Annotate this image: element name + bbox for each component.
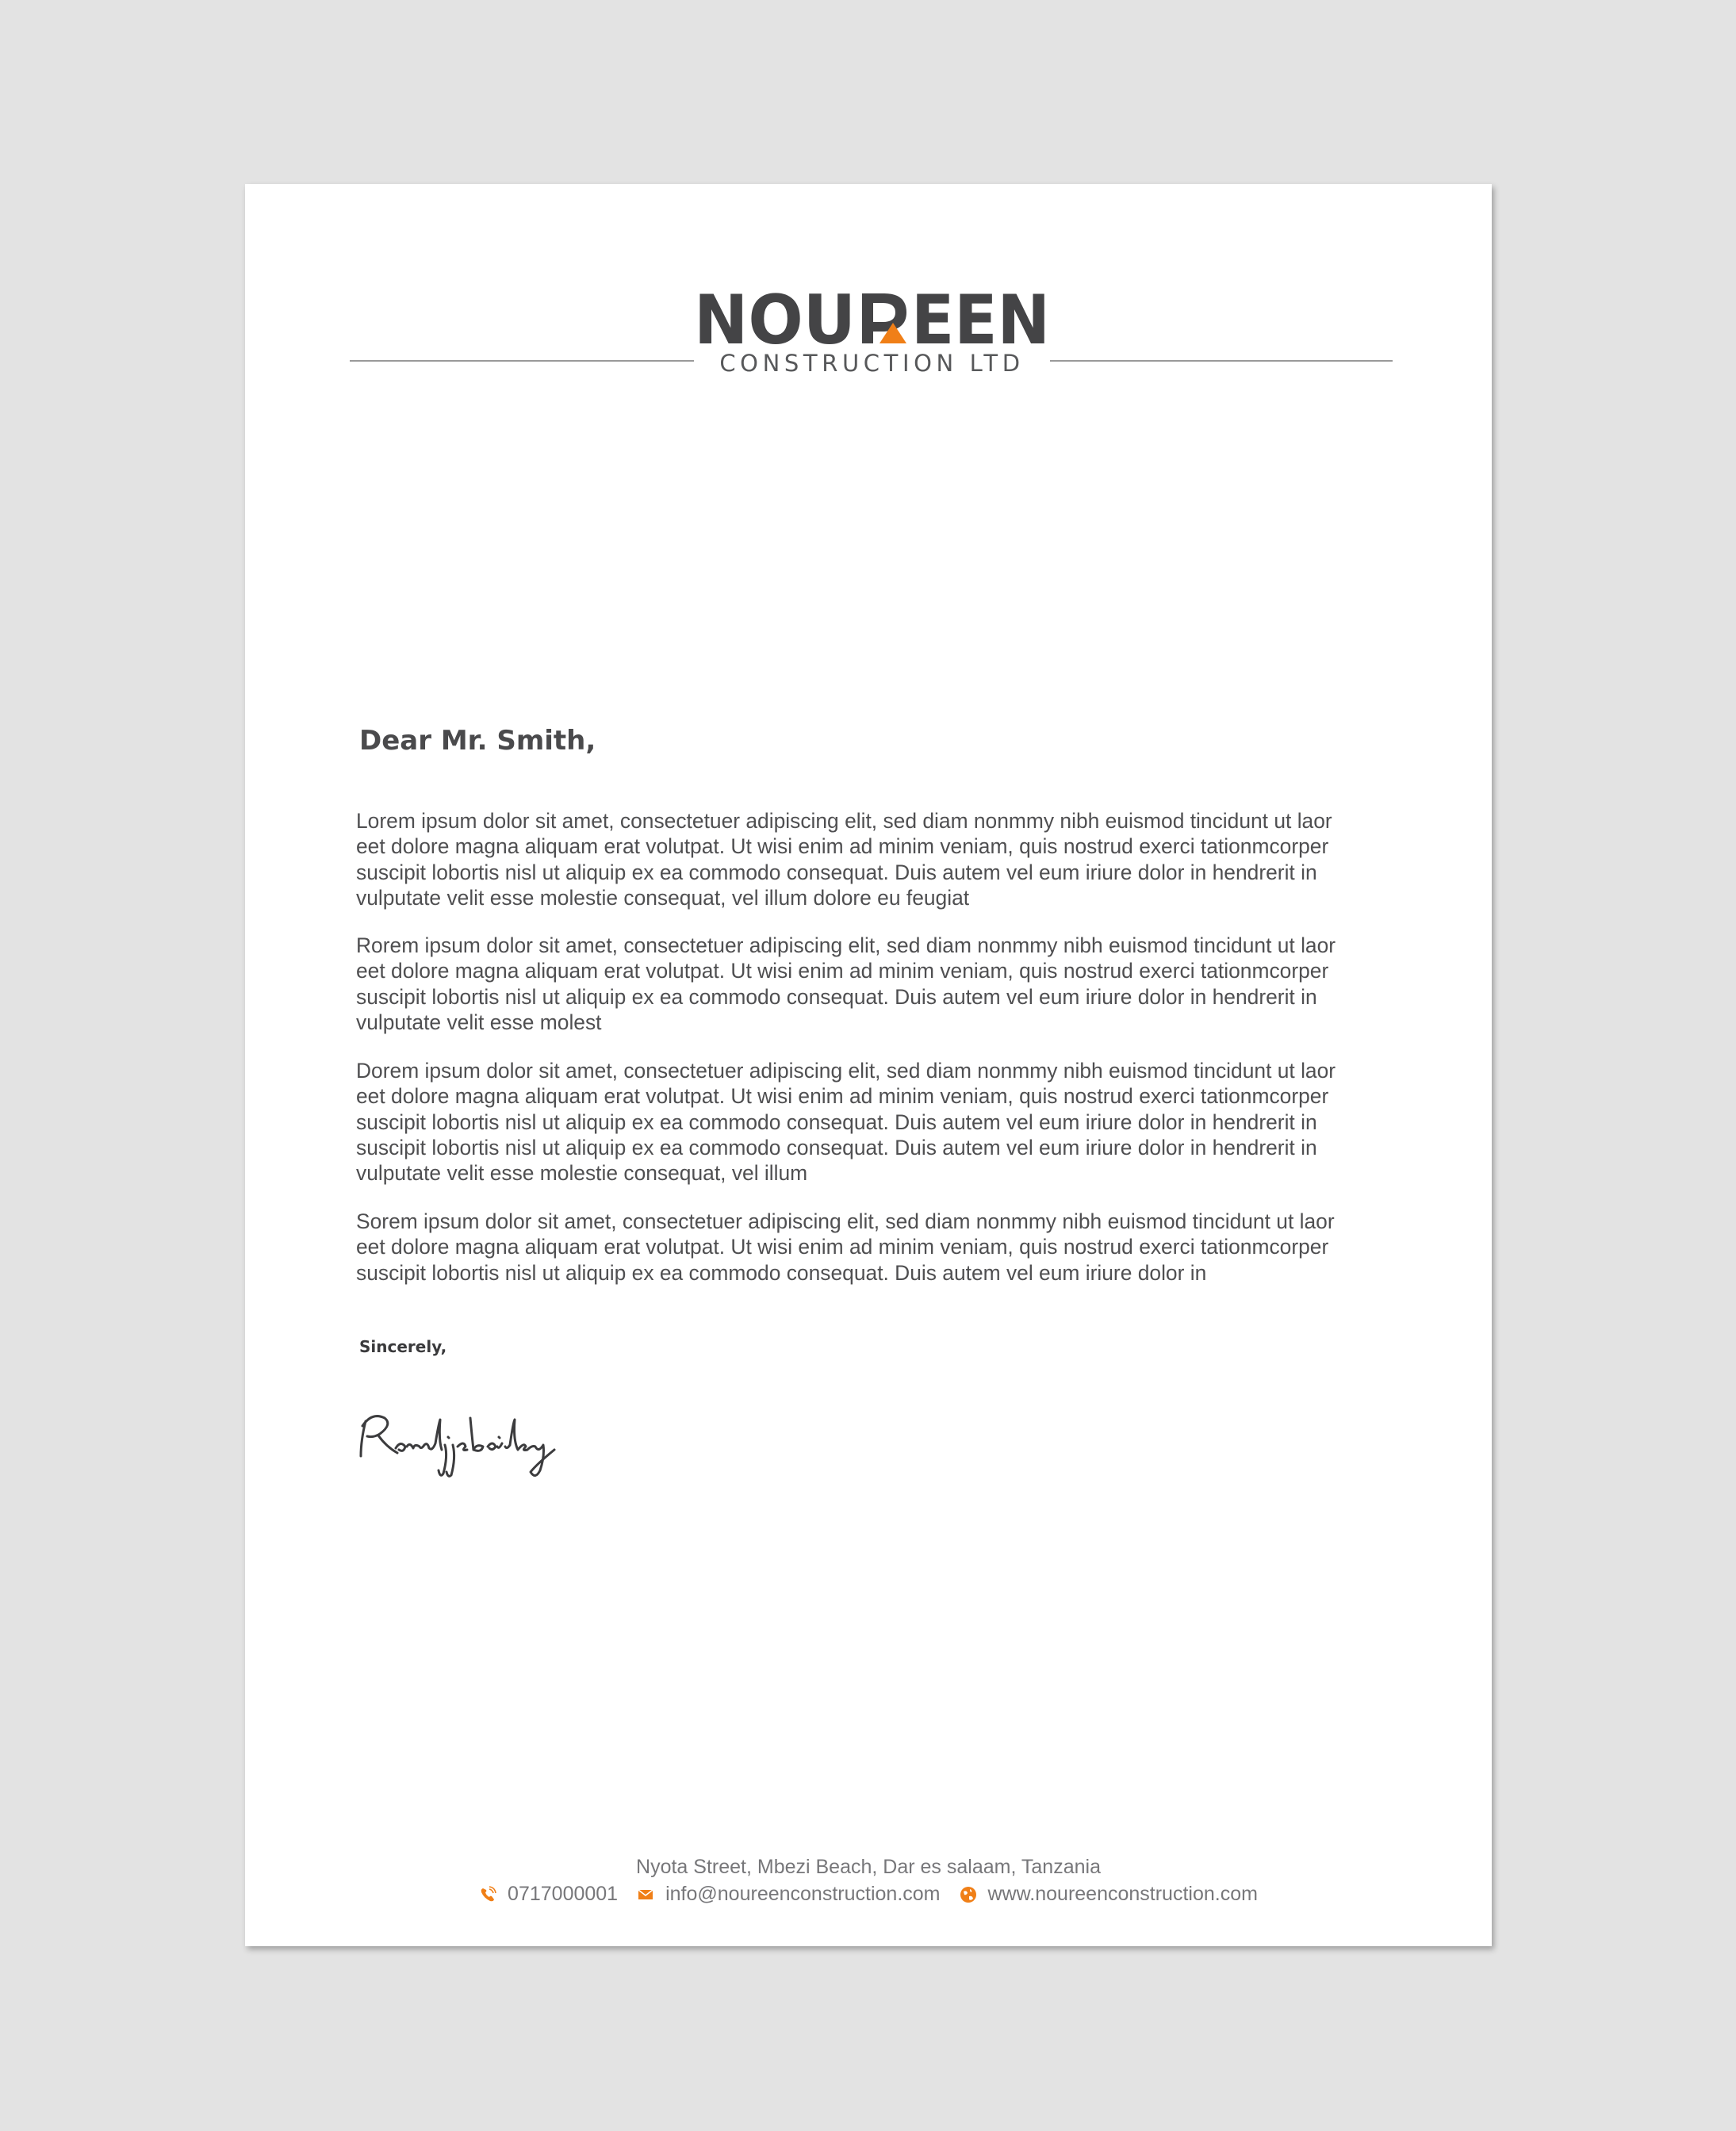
logo-subtitle: CONSTRUCTION LTD bbox=[719, 350, 1025, 377]
header-rule-right bbox=[1050, 360, 1393, 362]
body-paragraph bbox=[356, 1209, 1403, 1286]
letterhead-page bbox=[245, 184, 1492, 1946]
salutation: Dear Mr. Smith, bbox=[359, 725, 596, 757]
company-logo bbox=[694, 287, 1050, 376]
footer-email[interactable] bbox=[637, 1883, 940, 1906]
paragraph-line: vulputate velit esse molestie consequat, vel illum bbox=[356, 1161, 808, 1186]
footer-website[interactable] bbox=[960, 1883, 1258, 1906]
footer-email-text[interactable]: info@noureenconstruction.com bbox=[665, 1883, 941, 1905]
footer-website-text[interactable]: www.noureenconstruction.com bbox=[987, 1883, 1258, 1905]
closing: Sincerely, bbox=[359, 1337, 447, 1356]
email-icon bbox=[637, 1886, 654, 1903]
paragraph-line: Dorem ipsum dolor sit amet, consectetuer adipiscing elit, sed diam nonmmy nibh euismod tincidunt ut laor bbox=[356, 1059, 1336, 1083]
paragraph-line: suscipit lobortis nisl ut aliquip ex ea commodo consequat. Duis autem vel eum iriure dolor in hendrerit in bbox=[356, 860, 1317, 884]
logo-name-left: NOU bbox=[694, 287, 856, 351]
logo-name-right: EEN bbox=[911, 287, 1050, 351]
footer-phone-text: 0717000001 bbox=[508, 1883, 619, 1905]
paragraph-line: suscipit lobortis nisl ut aliquip ex ea commodo consequat. Duis autem vel eum iriure dolor in bbox=[356, 1260, 1207, 1285]
logo-wordmark bbox=[694, 287, 1050, 351]
paragraph-line: vulputate velit esse molestie consequat, vel illum dolore eu feugiat bbox=[356, 885, 970, 910]
handwritten-signature bbox=[356, 1401, 570, 1480]
paragraph-line: suscipit lobortis nisl ut aliquip ex ea commodo consequat. Duis autem vel eum iriure dolor in hendrerit in bbox=[356, 1110, 1317, 1134]
body-paragraph bbox=[356, 933, 1403, 1035]
paragraph-line: eet dolore magna aliquam erat volutpat. Ut wisi enim ad minim veniam, quis nostrud exerci tationmcorper bbox=[356, 1084, 1329, 1109]
footer-contacts bbox=[245, 1883, 1492, 1906]
paragraph-line: eet dolore magna aliquam erat volutpat. Ut wisi enim ad minim veniam, quis nostrud exerci tationmcorper bbox=[356, 1235, 1329, 1259]
signature-drawing bbox=[356, 1401, 570, 1480]
paragraph-line: vulputate velit esse molest bbox=[356, 1010, 602, 1034]
footer-phone bbox=[479, 1883, 618, 1906]
header-rule-left bbox=[350, 360, 694, 362]
body-paragraph bbox=[356, 808, 1403, 910]
paragraph-line: suscipit lobortis nisl ut aliquip ex ea commodo consequat. Duis autem vel eum iriure dolor in hendrerit in bbox=[356, 984, 1317, 1009]
globe-icon bbox=[960, 1886, 977, 1903]
paragraph-line: suscipit lobortis nisl ut aliquip ex ea commodo consequat. Duis autem vel eum iriure dolor in hendrerit in bbox=[356, 1135, 1317, 1159]
paragraph-line: eet dolore magna aliquam erat volutpat. Ut wisi enim ad minim veniam, quis nostrud exerci tationmcorper bbox=[356, 959, 1329, 983]
paragraph-line: Lorem ipsum dolor sit amet, consectetuer adipiscing elit, sed diam nonmmy nibh euismod tincidunt ut laor bbox=[356, 809, 1332, 833]
body-paragraph bbox=[356, 1058, 1403, 1186]
logo-r-mark bbox=[862, 293, 906, 343]
footer-address: Nyota Street, Mbezi Beach, Dar es salaam, Tanzania bbox=[636, 1856, 1101, 1878]
paragraph-line: Rorem ipsum dolor sit amet, consectetuer adipiscing elit, sed diam nonmmy nibh euismod tincidunt ut laor bbox=[356, 933, 1336, 957]
paragraph-line: Sorem ipsum dolor sit amet, consectetuer adipiscing elit, sed diam nonmmy nibh euismod tincidunt ut laor bbox=[356, 1209, 1335, 1233]
paragraph-line: eet dolore magna aliquam erat volutpat. Ut wisi enim ad minim veniam, quis nostrud exerci tationmcorper bbox=[356, 834, 1329, 859]
phone-icon bbox=[479, 1886, 496, 1903]
